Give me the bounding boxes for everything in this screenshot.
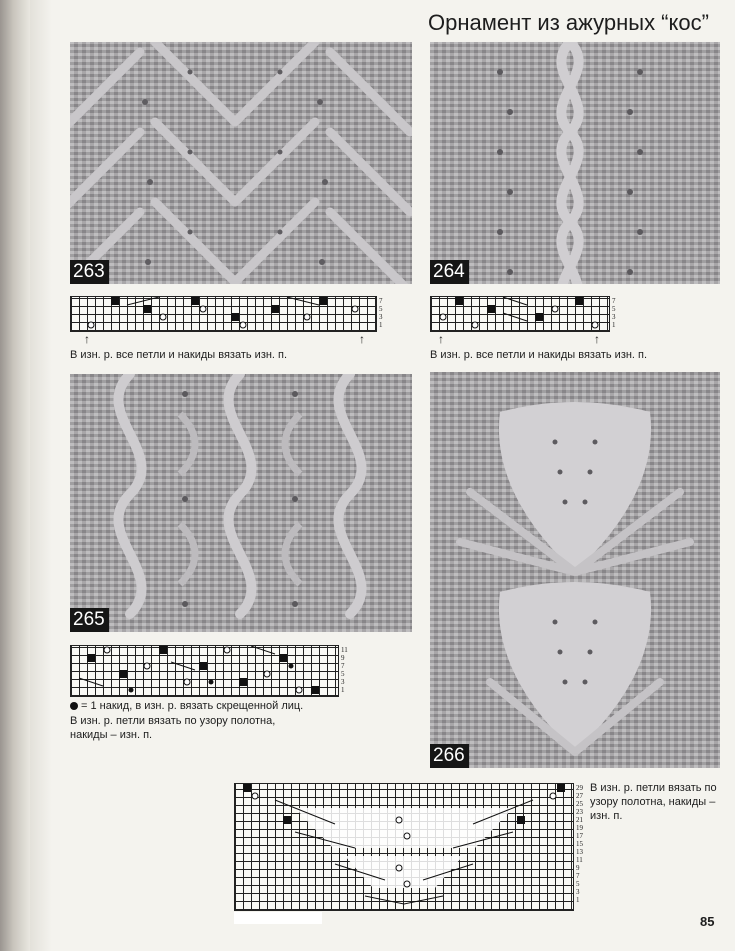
row-number: 3 xyxy=(576,888,580,896)
row-number: 5 xyxy=(612,305,616,313)
row-number: 11 xyxy=(341,646,348,654)
pattern-265-photo[interactable] xyxy=(70,374,412,632)
row-number: 9 xyxy=(341,654,345,662)
row-number: 17 xyxy=(576,832,583,840)
pattern-265-legend-text: = 1 накид, в изн. р. вязать скрещенной лиц. xyxy=(81,700,304,712)
pattern-263-photo[interactable] xyxy=(70,42,412,284)
row-number: 1 xyxy=(576,896,580,904)
row-number: 7 xyxy=(379,297,383,305)
row-number: 5 xyxy=(576,880,580,888)
pattern-266-chart[interactable] xyxy=(234,783,574,911)
row-number: 1 xyxy=(612,321,616,329)
pattern-263-note: В изн. р. все петли и накиды вязать изн. п. xyxy=(70,349,288,361)
pattern-264-row-numbers xyxy=(612,297,616,329)
pattern-264-chart-symbols xyxy=(431,297,609,331)
row-number: 9 xyxy=(576,864,580,872)
row-number: 13 xyxy=(576,848,583,856)
pattern-265-note-line1: В изн. р. петли вязать по узору полотна, xyxy=(70,715,276,727)
pattern-263-chart[interactable] xyxy=(70,296,377,332)
row-number: 15 xyxy=(576,840,583,848)
pattern-264-note: В изн. р. все петли и накиды вязать изн. п. xyxy=(430,349,648,361)
row-number: 3 xyxy=(341,678,345,686)
pattern-265-chart-symbols xyxy=(71,646,338,696)
pattern-266-photo[interactable] xyxy=(430,372,720,768)
row-number: 7 xyxy=(341,662,345,670)
pattern-266-row-numbers xyxy=(576,784,583,904)
row-number: 5 xyxy=(341,670,345,678)
pattern-264-photo[interactable] xyxy=(430,42,720,284)
row-number: 25 xyxy=(576,800,583,808)
pattern-263-texture xyxy=(70,42,412,284)
row-number: 23 xyxy=(576,808,583,816)
filled-dot-icon xyxy=(70,702,78,710)
pattern-266-chart-symbols xyxy=(235,784,573,910)
pattern-266-number: 266 xyxy=(430,744,469,768)
pattern-263-repeat-arrow-right: ↑ xyxy=(359,332,365,346)
pattern-264-number: 264 xyxy=(430,260,469,284)
pattern-263-chart-symbols xyxy=(71,297,376,331)
row-number: 11 xyxy=(576,856,583,864)
pattern-265-legend xyxy=(70,699,303,713)
pattern-266-note-line3: изн. п. xyxy=(590,810,623,822)
pattern-265-texture xyxy=(70,374,412,632)
row-number: 29 xyxy=(576,784,583,792)
chart-blank-cell-area xyxy=(234,912,322,924)
page-title: Орнамент из ажурных “кос” xyxy=(428,10,709,35)
row-number: 7 xyxy=(612,297,616,305)
pattern-265-number: 265 xyxy=(70,608,109,632)
page-gutter xyxy=(30,0,52,951)
row-number: 21 xyxy=(576,816,583,824)
pattern-266-note-line1: В изн. р. петли вязать по xyxy=(590,782,717,794)
row-number: 7 xyxy=(576,872,580,880)
row-number: 3 xyxy=(612,313,616,321)
pattern-264-repeat-arrow-right: ↑ xyxy=(594,332,600,346)
row-number: 27 xyxy=(576,792,583,800)
row-number: 19 xyxy=(576,824,583,832)
page-number: 85 xyxy=(700,914,715,929)
row-number: 3 xyxy=(379,313,383,321)
row-number: 1 xyxy=(341,686,345,694)
pattern-263-repeat-arrow-left: ↑ xyxy=(84,332,90,346)
pattern-263-number: 263 xyxy=(70,260,109,284)
pattern-266-note-line2: узору полотна, накиды – xyxy=(590,796,716,808)
row-number: 1 xyxy=(379,321,383,329)
pattern-264-repeat-arrow-left: ↑ xyxy=(438,332,444,346)
book-spine-shadow xyxy=(0,0,30,951)
pattern-265-row-numbers xyxy=(341,646,348,694)
row-number: 5 xyxy=(379,305,383,313)
pattern-264-texture xyxy=(430,42,720,284)
pattern-265-note-line2: накиды – изн. п. xyxy=(70,729,153,741)
pattern-264-chart[interactable] xyxy=(430,296,610,332)
pattern-263-row-numbers xyxy=(379,297,383,329)
pattern-265-chart[interactable] xyxy=(70,645,339,697)
pattern-266-texture xyxy=(430,372,720,768)
